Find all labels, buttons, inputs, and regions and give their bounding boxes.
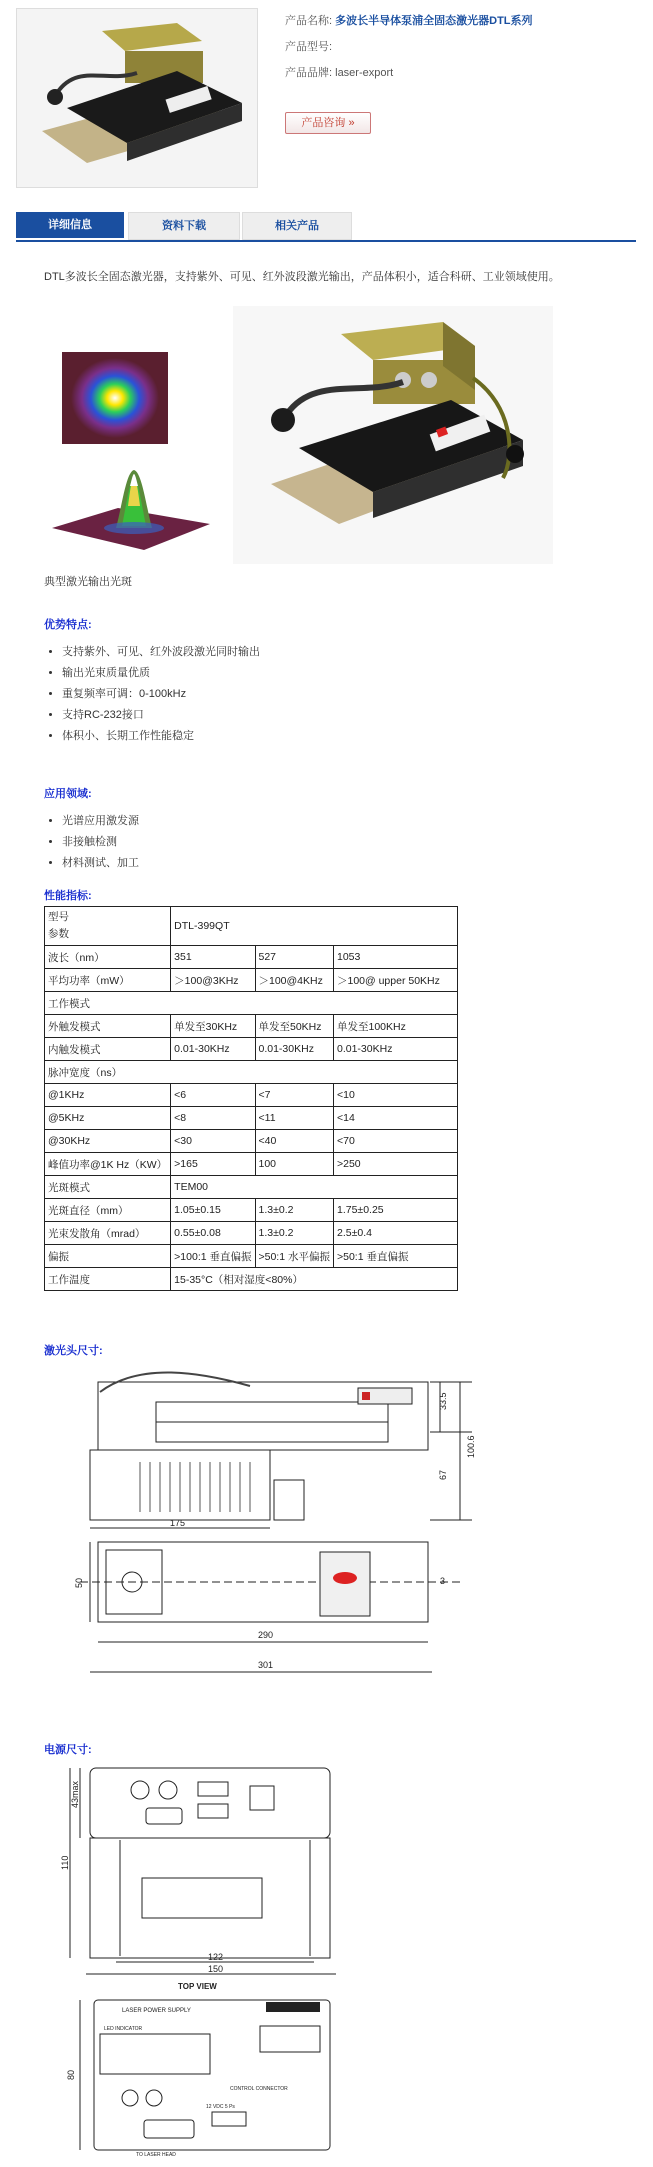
table-cell: 平均功率（mW） [45, 969, 171, 992]
table-cell: 光束发散角（mrad） [45, 1222, 171, 1245]
power-supply-title: 电源尺寸: [44, 1744, 92, 1756]
detail-tabs [16, 212, 636, 242]
table-row [45, 946, 458, 969]
table-cell: 100 [255, 1153, 334, 1176]
dim-100-6: 100.6 [466, 1435, 476, 1458]
laser-product-image [233, 306, 553, 564]
table-cell: 0.01-30KHz [255, 1038, 334, 1061]
advantages-title: 优势特点: [44, 619, 92, 631]
table-cell: <70 [334, 1130, 458, 1153]
table-row [45, 992, 458, 1015]
table-cell: 工作模式 [45, 992, 458, 1015]
laser-head-title: 激光头尺寸: [44, 1345, 103, 1357]
list-item: • 非接触检测 [62, 832, 139, 853]
table-cell: <6 [171, 1084, 255, 1107]
beam-spot-3d-image [48, 466, 214, 555]
table-cell: 15-35°C（相对湿度<80%） [171, 1268, 458, 1291]
product-model-row [285, 38, 332, 54]
header-param: 参数 [48, 928, 69, 940]
table-cell: @30KHz [45, 1130, 171, 1153]
table-row [45, 1153, 458, 1176]
table-cell: 1.75±0.25 [334, 1199, 458, 1222]
spec-table [44, 906, 458, 1291]
tab-downloads[interactable]: 资料下载 [128, 212, 240, 240]
panel-title: LASER POWER SUPPLY [122, 2008, 191, 2014]
power-supply-front-drawing [60, 1996, 360, 2164]
model-name-cell: DTL-399QT [171, 907, 458, 946]
list-item: • 支持RC-232接口 [62, 705, 260, 726]
laser-head-top-drawing [60, 1532, 500, 1695]
dim-80: 80 [66, 2069, 76, 2080]
list-item: • 体积小、长期工作性能稳定 [62, 726, 260, 747]
table-cell: 内触发模式 [45, 1038, 171, 1061]
control-connector-label: CONTROL CONNECTOR [230, 2086, 288, 2092]
table-cell: 光斑模式 [45, 1176, 171, 1199]
product-name-row [285, 12, 533, 28]
table-cell: 0.01-30KHz [171, 1038, 255, 1061]
product-model-label: 产品型号: [285, 41, 333, 53]
table-cell: 1.05±0.15 [171, 1199, 255, 1222]
table-row [45, 1084, 458, 1107]
table-cell: 1.3±0.2 [255, 1222, 334, 1245]
table-cell: 单发至100KHz [334, 1015, 458, 1038]
dim-43max: 43max [70, 1780, 80, 1808]
table-row [45, 1268, 458, 1291]
table-cell: 1053 [334, 946, 458, 969]
table-row [45, 1176, 458, 1199]
beam-caption: 典型激光输出光斑 [44, 576, 132, 588]
table-row [45, 1061, 458, 1084]
list-item: • 材料测试、加工 [62, 853, 139, 874]
table-cell: >50:1 水平偏振 [255, 1245, 334, 1268]
dim-67: 67 [438, 1469, 448, 1480]
tab-details[interactable]: 详细信息 [16, 212, 124, 238]
product-description: DTL多波长全固态激光器，支持紫外、可见、红外波段激光输出，产品体积小，适合科研、工业领域使用。 [44, 271, 560, 283]
list-item: • 输出光束质量优质 [62, 663, 260, 684]
table-row [45, 1245, 458, 1268]
table-cell: ＞100@ upper 50KHz [334, 969, 458, 992]
power-supply-top-drawing [60, 1760, 360, 1983]
product-name-label: 产品名称: [285, 15, 333, 27]
product-brand-label: 产品品牌: [285, 67, 333, 79]
table-cell: <8 [171, 1107, 255, 1130]
header-model: 型号 [48, 911, 69, 923]
specs-title: 性能指标: [44, 890, 92, 902]
table-cell: <11 [255, 1107, 334, 1130]
dim-50: 50 [74, 1577, 84, 1588]
table-cell: <14 [334, 1107, 458, 1130]
table-row [45, 969, 458, 992]
led-indicator-label: LED INDICATOR [104, 2026, 143, 2032]
product-thumbnail[interactable] [16, 8, 258, 188]
table-cell: <30 [171, 1130, 255, 1153]
table-row [45, 1015, 458, 1038]
dim-3: 3 [440, 1576, 446, 1586]
dim-175: 175 [170, 1518, 186, 1528]
dim-110: 110 [60, 1855, 70, 1870]
table-cell: @5KHz [45, 1107, 171, 1130]
list-item: • 支持紫外、可见、红外波段激光同时输出 [62, 642, 260, 663]
table-row [45, 907, 458, 946]
table-cell: <40 [255, 1130, 334, 1153]
table-cell: >100:1 垂直偏振 [171, 1245, 255, 1268]
table-row [45, 1199, 458, 1222]
table-cell: 527 [255, 946, 334, 969]
table-cell: 单发至30KHz [171, 1015, 255, 1038]
table-cell: ＞100@4KHz [255, 969, 334, 992]
dim-290: 290 [258, 1630, 274, 1640]
table-cell: 1.3±0.2 [255, 1199, 334, 1222]
table-cell: 波长（nm） [45, 946, 171, 969]
product-consult-button[interactable]: 产品咨询 » [285, 112, 371, 134]
applications-title: 应用领域: [44, 788, 92, 800]
table-cell: 0.01-30KHz [334, 1038, 458, 1061]
beam-spot-top-image [62, 352, 168, 447]
table-cell: 光斑直径（mm） [45, 1199, 171, 1222]
table-cell: 0.55±0.08 [171, 1222, 255, 1245]
applications-list [44, 811, 139, 874]
table-row [45, 1222, 458, 1245]
dim-33-5: 33.5 [438, 1392, 448, 1410]
table-cell: ＞100@3KHz [171, 969, 255, 992]
table-cell: 单发至50KHz [255, 1015, 334, 1038]
table-row [45, 1130, 458, 1153]
product-name: 多波长半导体泵浦全固态激光器DTL系列 [335, 15, 533, 27]
table-cell: <7 [255, 1084, 334, 1107]
dim-122: 122 [208, 1952, 224, 1962]
table-cell: <10 [334, 1084, 458, 1107]
table-cell: TEM00 [171, 1176, 458, 1199]
vdc-label: 12 VDC 5 Ps [206, 2104, 235, 2110]
table-cell: @1KHz [45, 1084, 171, 1107]
table-cell: 脉冲宽度（ns） [45, 1061, 458, 1084]
dim-150: 150 [208, 1964, 224, 1974]
table-cell: 351 [171, 946, 255, 969]
table-row [45, 1107, 458, 1130]
list-item: • 光谱应用激发源 [62, 811, 139, 832]
table-cell: >50:1 垂直偏振 [334, 1245, 458, 1268]
table-cell: >250 [334, 1153, 458, 1176]
table-cell: 偏振 [45, 1245, 171, 1268]
table-header-cell [45, 907, 171, 946]
table-row [45, 1038, 458, 1061]
to-laser-head-label: TO LASER HEAD [136, 2152, 176, 2158]
table-cell: >165 [171, 1153, 255, 1176]
table-cell: 峰值功率@1K Hz（KW） [45, 1153, 171, 1176]
product-brand-row [285, 64, 393, 80]
table-cell: 工作温度 [45, 1268, 171, 1291]
table-cell: 2.5±0.4 [334, 1222, 458, 1245]
advantages-list [44, 642, 260, 747]
tab-related-products[interactable]: 相关产品 [242, 212, 352, 240]
top-view-label: TOP VIEW [178, 1982, 217, 1991]
dim-301: 301 [258, 1660, 274, 1670]
product-brand: laser-export [335, 67, 394, 79]
table-cell: 外触发模式 [45, 1015, 171, 1038]
laser-head-side-drawing [60, 1362, 500, 1535]
list-item: • 重复频率可调：0-100kHz [62, 684, 260, 705]
